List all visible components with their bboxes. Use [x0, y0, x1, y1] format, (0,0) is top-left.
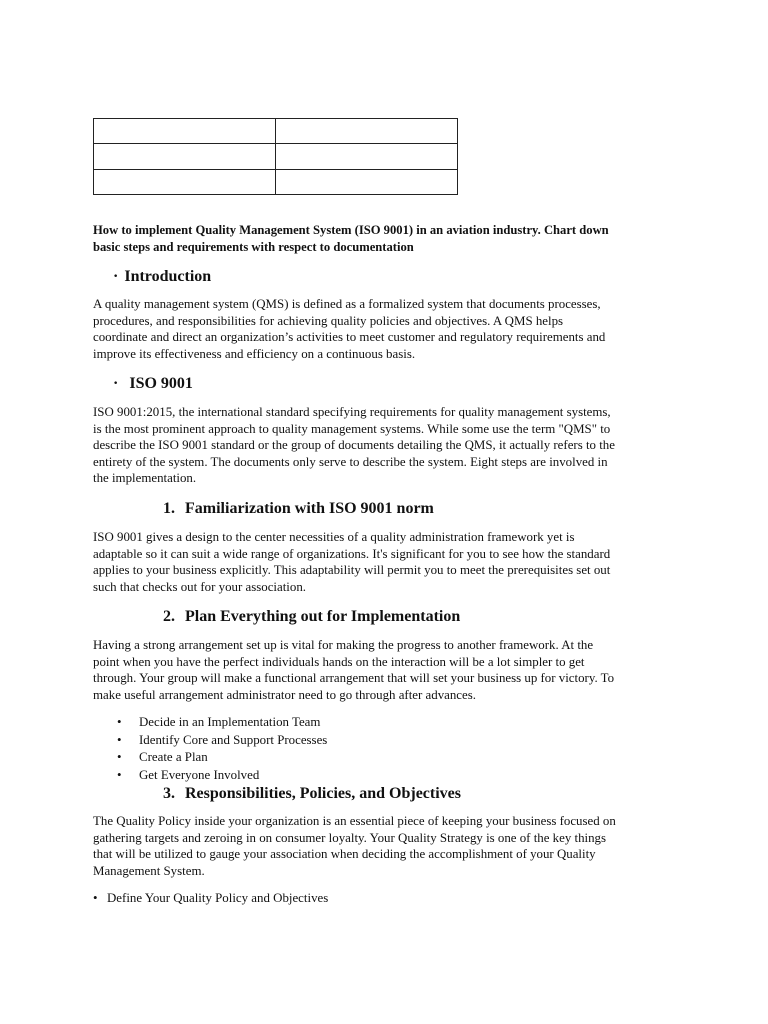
paragraph-line: that will be utilized to gauge your association when deciding the accomplishment of your Quality [93, 847, 596, 862]
paragraph-line: procedures, and responsibilities for achieving quality policies and objectives. A QMS helps [93, 313, 564, 328]
paragraph-line: through. Your group will make a functional arrangement that will set your business up for victory. To [93, 671, 615, 686]
heading-step-2 [163, 608, 460, 626]
table-cell [276, 119, 458, 144]
paragraph-line: adaptable so it can suit a wide range of organizations. It's significant for you to see how the standard [93, 546, 611, 561]
heading-text: Responsibilities, Policies, and Objectives [185, 785, 461, 802]
paragraph-iso-9001 [93, 404, 673, 487]
paragraph-line: ISO 9001:2015, the international standard specifying requirements for quality management systems, [93, 405, 611, 419]
list-item-text: Decide in an Implementation Team [139, 715, 321, 729]
paragraph-line: make useful arrangement administrator need to go through after advances. [93, 687, 476, 702]
step-2-bullet-list [117, 714, 328, 784]
paragraph-line: is the most prominent approach to quality management systems. While some use the term "QMS" to [93, 421, 611, 436]
paragraph-line: A quality management system (QMS) is defined as a formalized system that documents processes, [93, 297, 601, 311]
heading-text: Plan Everything out for Implementation [185, 608, 461, 625]
paragraph-step-2 [93, 637, 673, 703]
step-number: 3. [163, 785, 175, 802]
bullet-icon: • [117, 750, 122, 764]
bullet-icon: • [117, 767, 122, 782]
heading-step-3 [163, 785, 461, 803]
table-cell [276, 144, 458, 169]
paragraph-line: improve its effectiveness and efficiency on a continuous basis. [93, 346, 416, 361]
list-item-text: Identify Core and Support Processes [139, 732, 328, 747]
bullet-icon: • [117, 715, 122, 729]
empty-table [93, 118, 458, 195]
step-number: 2. [163, 608, 175, 625]
paragraph-line: applies to your business explicitly. This adaptability will permit you to meet the prerequisites set out [93, 563, 611, 578]
list-item-text: Get Everyone Involved [139, 767, 260, 782]
list-item [117, 732, 328, 750]
heading-introduction [113, 268, 211, 286]
list-item [117, 749, 327, 767]
paragraph-line: gathering targets and zeroing in on consumer loyalty. Your Quality Strategy is one of the key things [93, 830, 607, 845]
paragraph-line: Management System. [93, 863, 205, 878]
paragraph-step-3 [93, 813, 673, 879]
bullet-icon: • [117, 732, 122, 747]
list-item [117, 714, 327, 732]
heading-text: Introduction [124, 268, 212, 285]
paragraph-line: describe the ISO 9001 standard or the group of documents detailing the QMS, it actually refers to the [93, 438, 615, 453]
paragraph-line: The Quality Policy inside your organization is an essential piece of keeping your business focused on [93, 814, 616, 828]
paragraph-line: point when you have the perfect individuals hands on the interaction will be a lot simpler to get [93, 654, 585, 669]
paragraph-line: coordinate and direct an organization’s activities to meet customer and regulatory requirements and [93, 330, 606, 345]
paragraph-step-1 [93, 529, 673, 595]
document-title [93, 222, 693, 256]
table-row [94, 169, 458, 194]
list-item [117, 767, 327, 785]
heading-text: Familiarization with ISO 9001 norm [185, 500, 434, 517]
table-cell [94, 169, 276, 194]
title-line: How to implement Quality Management System (ISO 9001) in an aviation industry. Chart down [93, 223, 609, 237]
step-3-bullet-list [93, 890, 329, 908]
heading-step-1 [163, 500, 434, 518]
table-row [94, 119, 458, 144]
list-item [93, 890, 329, 908]
step-number: 1. [163, 500, 175, 517]
paragraph-line: entirety of the system. The documents only serve to describe the system. Eight steps are involved in [93, 454, 608, 469]
table-cell [94, 119, 276, 144]
table-cell [276, 169, 458, 194]
bullet-glyph: · [113, 268, 119, 285]
table-cell [94, 144, 276, 169]
heading-text: ISO 9001 [129, 375, 193, 392]
paragraph-line: ISO 9001 gives a design to the center necessities of a quality administration framework yet is [93, 530, 575, 544]
paragraph-line: such that checks out for your association. [93, 579, 306, 594]
paragraph-introduction [93, 296, 673, 362]
list-item-text: Create a Plan [139, 750, 208, 764]
heading-iso-9001 [113, 375, 193, 393]
list-item-text: Define Your Quality Policy and Objectives [107, 891, 329, 905]
title-line: basic steps and requirements with respect to documentation [93, 240, 414, 254]
paragraph-line: Having a strong arrangement set up is vital for making the progress to another framework. At the [93, 638, 594, 652]
bullet-glyph: · [113, 375, 119, 392]
table-row [94, 144, 458, 169]
paragraph-line: the implementation. [93, 471, 197, 486]
bullet-icon: • [93, 891, 98, 905]
